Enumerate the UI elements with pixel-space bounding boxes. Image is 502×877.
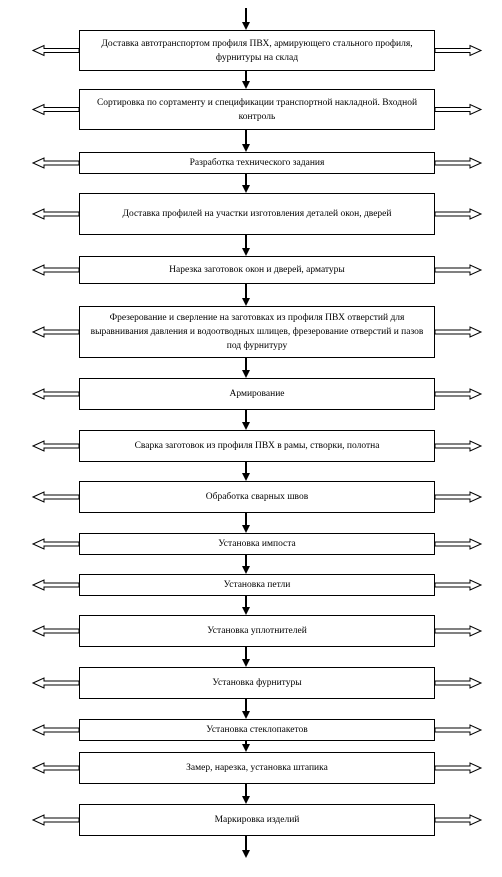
step-label: Установка импоста	[218, 539, 296, 549]
step-box-13	[79, 667, 435, 699]
right-hollow-arrow-1	[435, 46, 481, 56]
step-label: Замер, нарезка, установка штапика	[186, 763, 328, 773]
left-hollow-arrow-9	[33, 492, 79, 502]
step-box-14	[79, 719, 435, 741]
step-box-4	[79, 193, 435, 235]
step-box-12	[79, 615, 435, 647]
step-box-16	[79, 804, 435, 836]
connector-arrow-3	[242, 174, 250, 193]
step-box-11	[79, 574, 435, 596]
step-box-2	[79, 89, 435, 130]
connector-arrow-6	[242, 358, 250, 378]
step-label: Разработка технического задания	[189, 158, 325, 168]
connector-arrow-12	[242, 647, 250, 667]
left-hollow-arrow-13	[33, 678, 79, 688]
left-hollow-arrow-11	[33, 580, 79, 590]
connector-arrow-7	[242, 410, 250, 430]
step-label: Доставка автотранспортом профиля ПВХ, армирующего стального профиля, фурнитуры на склад	[101, 38, 413, 63]
left-hollow-arrow-7	[33, 389, 79, 399]
step-label: Установка стеклопакетов	[206, 725, 308, 735]
left-hollow-arrow-4	[33, 209, 79, 219]
connector-arrow-4	[242, 235, 250, 256]
right-hollow-arrow-5	[435, 265, 481, 275]
step-label: Обработка сварных швов	[205, 492, 309, 502]
right-hollow-arrow-12	[435, 626, 481, 636]
left-hollow-arrow-15	[33, 763, 79, 773]
right-hollow-arrow-13	[435, 678, 481, 688]
right-hollow-arrow-15	[435, 763, 481, 773]
connector-arrow-1	[242, 71, 250, 89]
step-box-5	[79, 256, 435, 284]
step-box-7	[79, 378, 435, 410]
left-hollow-arrow-6	[33, 327, 79, 337]
right-hollow-arrow-11	[435, 580, 481, 590]
right-hollow-arrow-2	[435, 105, 481, 115]
connector-arrow-10	[242, 555, 250, 574]
step-label: Сварка заготовок из профиля ПВХ в рамы, створки, полотна	[134, 441, 380, 451]
left-hollow-arrow-14	[33, 725, 79, 735]
left-hollow-arrow-5	[33, 265, 79, 275]
step-label: Маркировка изделий	[214, 815, 300, 825]
step-label: Фрезерование и сверление на заготовках из профиля ПВХ отверстий для выравнивания давления и водоотводных шлицев, фрезерование отверстий и пазов под фурнитуру	[90, 313, 424, 351]
outgoing-arrow	[242, 836, 250, 858]
step-box-6	[79, 306, 435, 358]
step-box-1	[79, 30, 435, 71]
connector-arrow-11	[242, 596, 250, 615]
step-label: Установка уплотнителей	[207, 626, 307, 636]
step-label: Сортировка по сортаменту и спецификации транспортной накладной. Входной контроль	[96, 97, 418, 122]
step-label: Армирование	[229, 389, 285, 399]
step-label: Установка петли	[223, 580, 291, 590]
step-label: Доставка профилей на участки изготовления деталей окон, дверей	[122, 209, 392, 219]
step-box-10	[79, 533, 435, 555]
left-hollow-arrow-2	[33, 105, 79, 115]
connector-arrow-14	[242, 741, 250, 752]
connector-arrow-15	[242, 784, 250, 804]
right-hollow-arrow-14	[435, 725, 481, 735]
step-box-3	[79, 152, 435, 174]
left-hollow-arrow-10	[33, 539, 79, 549]
step-label: Нарезка заготовок окон и дверей, арматуры	[169, 265, 345, 275]
left-hollow-arrow-1	[33, 46, 79, 56]
step-label: Установка фурнитуры	[212, 678, 302, 688]
right-hollow-arrow-16	[435, 815, 481, 825]
step-box-9	[79, 481, 435, 513]
right-hollow-arrow-6	[435, 327, 481, 337]
right-hollow-arrow-4	[435, 209, 481, 219]
right-hollow-arrow-8	[435, 441, 481, 451]
incoming-arrow	[242, 8, 250, 30]
step-box-8	[79, 430, 435, 462]
connector-arrow-9	[242, 513, 250, 533]
connector-arrow-13	[242, 699, 250, 719]
left-hollow-arrow-12	[33, 626, 79, 636]
right-hollow-arrow-10	[435, 539, 481, 549]
left-hollow-arrow-16	[33, 815, 79, 825]
right-hollow-arrow-3	[435, 158, 481, 168]
connector-arrow-8	[242, 462, 250, 481]
right-hollow-arrow-9	[435, 492, 481, 502]
left-hollow-arrow-8	[33, 441, 79, 451]
right-hollow-arrow-7	[435, 389, 481, 399]
step-box-15	[79, 752, 435, 784]
left-hollow-arrow-3	[33, 158, 79, 168]
connector-arrow-5	[242, 284, 250, 306]
connector-arrow-2	[242, 130, 250, 152]
